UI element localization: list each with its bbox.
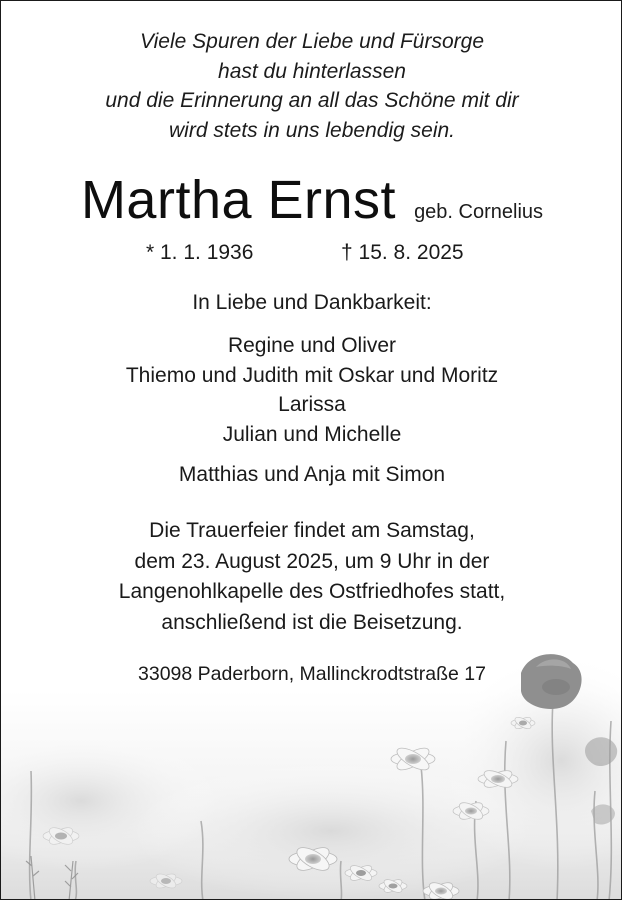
mourner-entry: Thiemo und Judith mit Oskar und Moritz — [125, 363, 499, 387]
poem-line: Viele Spuren der Liebe und Fürsorge — [139, 30, 484, 53]
deceased-name-line — [1, 169, 622, 231]
mourner-entry: Regine und Oliver — [227, 334, 397, 357]
ceremony-line: anschließend ist die Beisetzung. — [161, 610, 463, 634]
deceased-name: Martha Ernst — [80, 170, 397, 230]
mourners-list — [1, 331, 622, 449]
ceremony-notice — [1, 516, 622, 638]
ceremony-line: dem 23. August 2025, um 9 Uhr in der — [134, 549, 490, 573]
mourner-entry: Larissa — [278, 393, 346, 416]
poem-line: und die Erinnerung an all das Schöne mit dir — [105, 89, 519, 112]
birth-date: * 1. 1. 1936 — [146, 241, 254, 264]
address: 33098 Paderborn, Mallinckrodtstraße 17 — [138, 663, 486, 685]
poem-line: wird stets in uns lebendig sein. — [169, 118, 455, 142]
mourner-entry: Julian und Michelle — [222, 422, 402, 446]
memorial-poem — [1, 27, 622, 145]
mourners-intro: In Liebe und Dankbarkeit: — [192, 291, 432, 314]
poem-line: hast du hinterlassen — [218, 59, 406, 83]
maiden-name: geb. Cornelius — [414, 201, 544, 223]
death-date: † 15. 8. 2025 — [341, 241, 464, 264]
mourner-entry-extra: Matthias und Anja mit Simon — [178, 463, 446, 486]
life-dates — [1, 241, 622, 271]
ceremony-line: Langenohlkapelle des Ostfriedhofes statt, — [118, 580, 506, 603]
ceremony-line: Die Trauerfeier findet am Samstag, — [149, 519, 475, 542]
